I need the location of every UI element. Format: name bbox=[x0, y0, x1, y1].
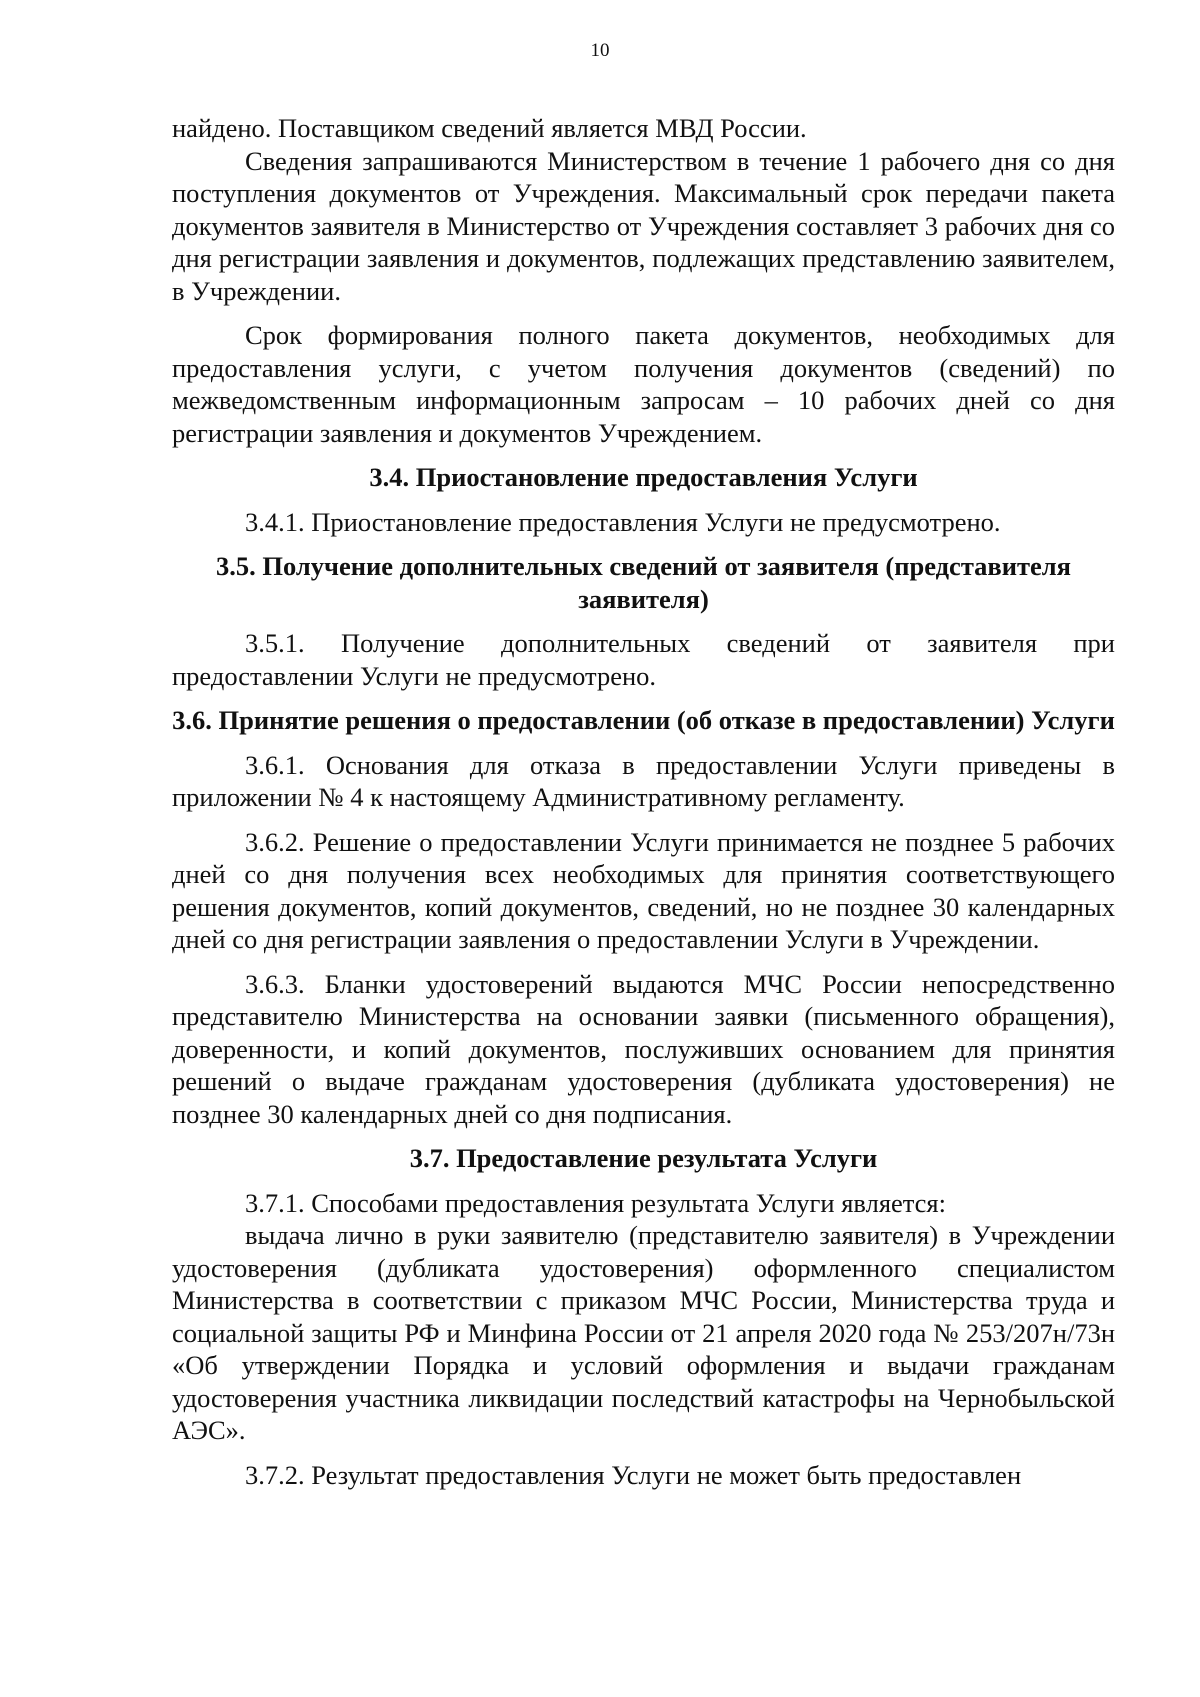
paragraph-info-request: Сведения запрашиваются Министерством в течение 1 рабочего дня со дня поступления документов от Учреждения. Максимальный срок передачи пакета документов заявителя в Министерство от Учреждения составляет 3 рабочих дня со дня регистрации заявления и документов, подлежащих представлению заявителем, в Учреждении. bbox=[172, 145, 1115, 306]
paragraph-continuation: найдено. Поставщиком сведений является МВД России. bbox=[172, 113, 807, 143]
document-body bbox=[172, 112, 1115, 1491]
paragraph-3-7-2: 3.7.2. Результат предоставления Услуги не может быть предоставлен bbox=[245, 1459, 1022, 1490]
section-heading-3-4: 3.4. Приостановление предоставления Услуги bbox=[369, 462, 918, 492]
section-heading-3-7: 3.7. Предоставление результата Услуги bbox=[409, 1143, 878, 1173]
paragraph-3-5-1: 3.5.1. Получение дополнительных сведений от заявителя при предоставлении Услуги не предусмотрено. bbox=[172, 628, 1115, 691]
paragraph-3-6-3: 3.6.3. Бланки удостоверений выдаются МЧС России непосредственно представителю Министерства на основании заявки (письменного обращения), доверенности, и копий документов, послуживших основанием для принятия решений о выдаче гражданам удостоверения (дубликата удостоверения) не позднее 30 календарных дней со дня подписания. bbox=[172, 968, 1115, 1129]
section-heading-3-5: 3.5. Получение дополнительных сведений от заявителя (представителя заявителя) bbox=[216, 551, 1071, 614]
paragraph-3-4-1: 3.4.1. Приостановление предоставления Услуги не предусмотрено. bbox=[245, 506, 1001, 537]
section-heading-3-6: 3.6. Принятие решения о предоставлении (об отказе в предоставлении) Услуги bbox=[172, 705, 1115, 735]
paragraph-3-6-2: 3.6.2. Решение о предоставлении Услуги принимается не позднее 5 рабочих дней со дня получения всех необходимых для принятия соответствующего решения документов, копий документов, сведений, но не позднее 30 календарных дней со дня регистрации заявления о предоставлении Услуги в Учреждении. bbox=[172, 826, 1115, 954]
paragraph-3-7-1-result-method: выдача лично в руки заявителю (представителю заявителя) в Учреждении удостоверения (дубликата удостоверения) оформленного специалистом Министерства в соответствии с приказом МЧС России, Министерства труда и социальной защиты РФ и Минфина России от 21 апреля 2020 года № 253/207н/73н «Об утверждении Порядка и условий оформления и выдачи гражданам удостоверения участника ликвидации последствий катастрофы на Чернобыльской АЭС». bbox=[172, 1220, 1115, 1445]
paragraph-3-6-1: 3.6.1. Основания для отказа в предоставлении Услуги приведены в приложении № 4 к настоящему Административному регламенту. bbox=[172, 749, 1115, 812]
page-number: 10 bbox=[590, 40, 610, 61]
paragraph-3-7-1: 3.7.1. Способами предоставления результата Услуги является: bbox=[245, 1187, 946, 1218]
paragraph-document-package-term: Срок формирования полного пакета документов, необходимых для предоставления услуги, с учетом получения документов (сведений) по межведомственным информационным запросам – 10 рабочих дней со дня регистрации заявления и документов Учреждением. bbox=[172, 320, 1115, 448]
